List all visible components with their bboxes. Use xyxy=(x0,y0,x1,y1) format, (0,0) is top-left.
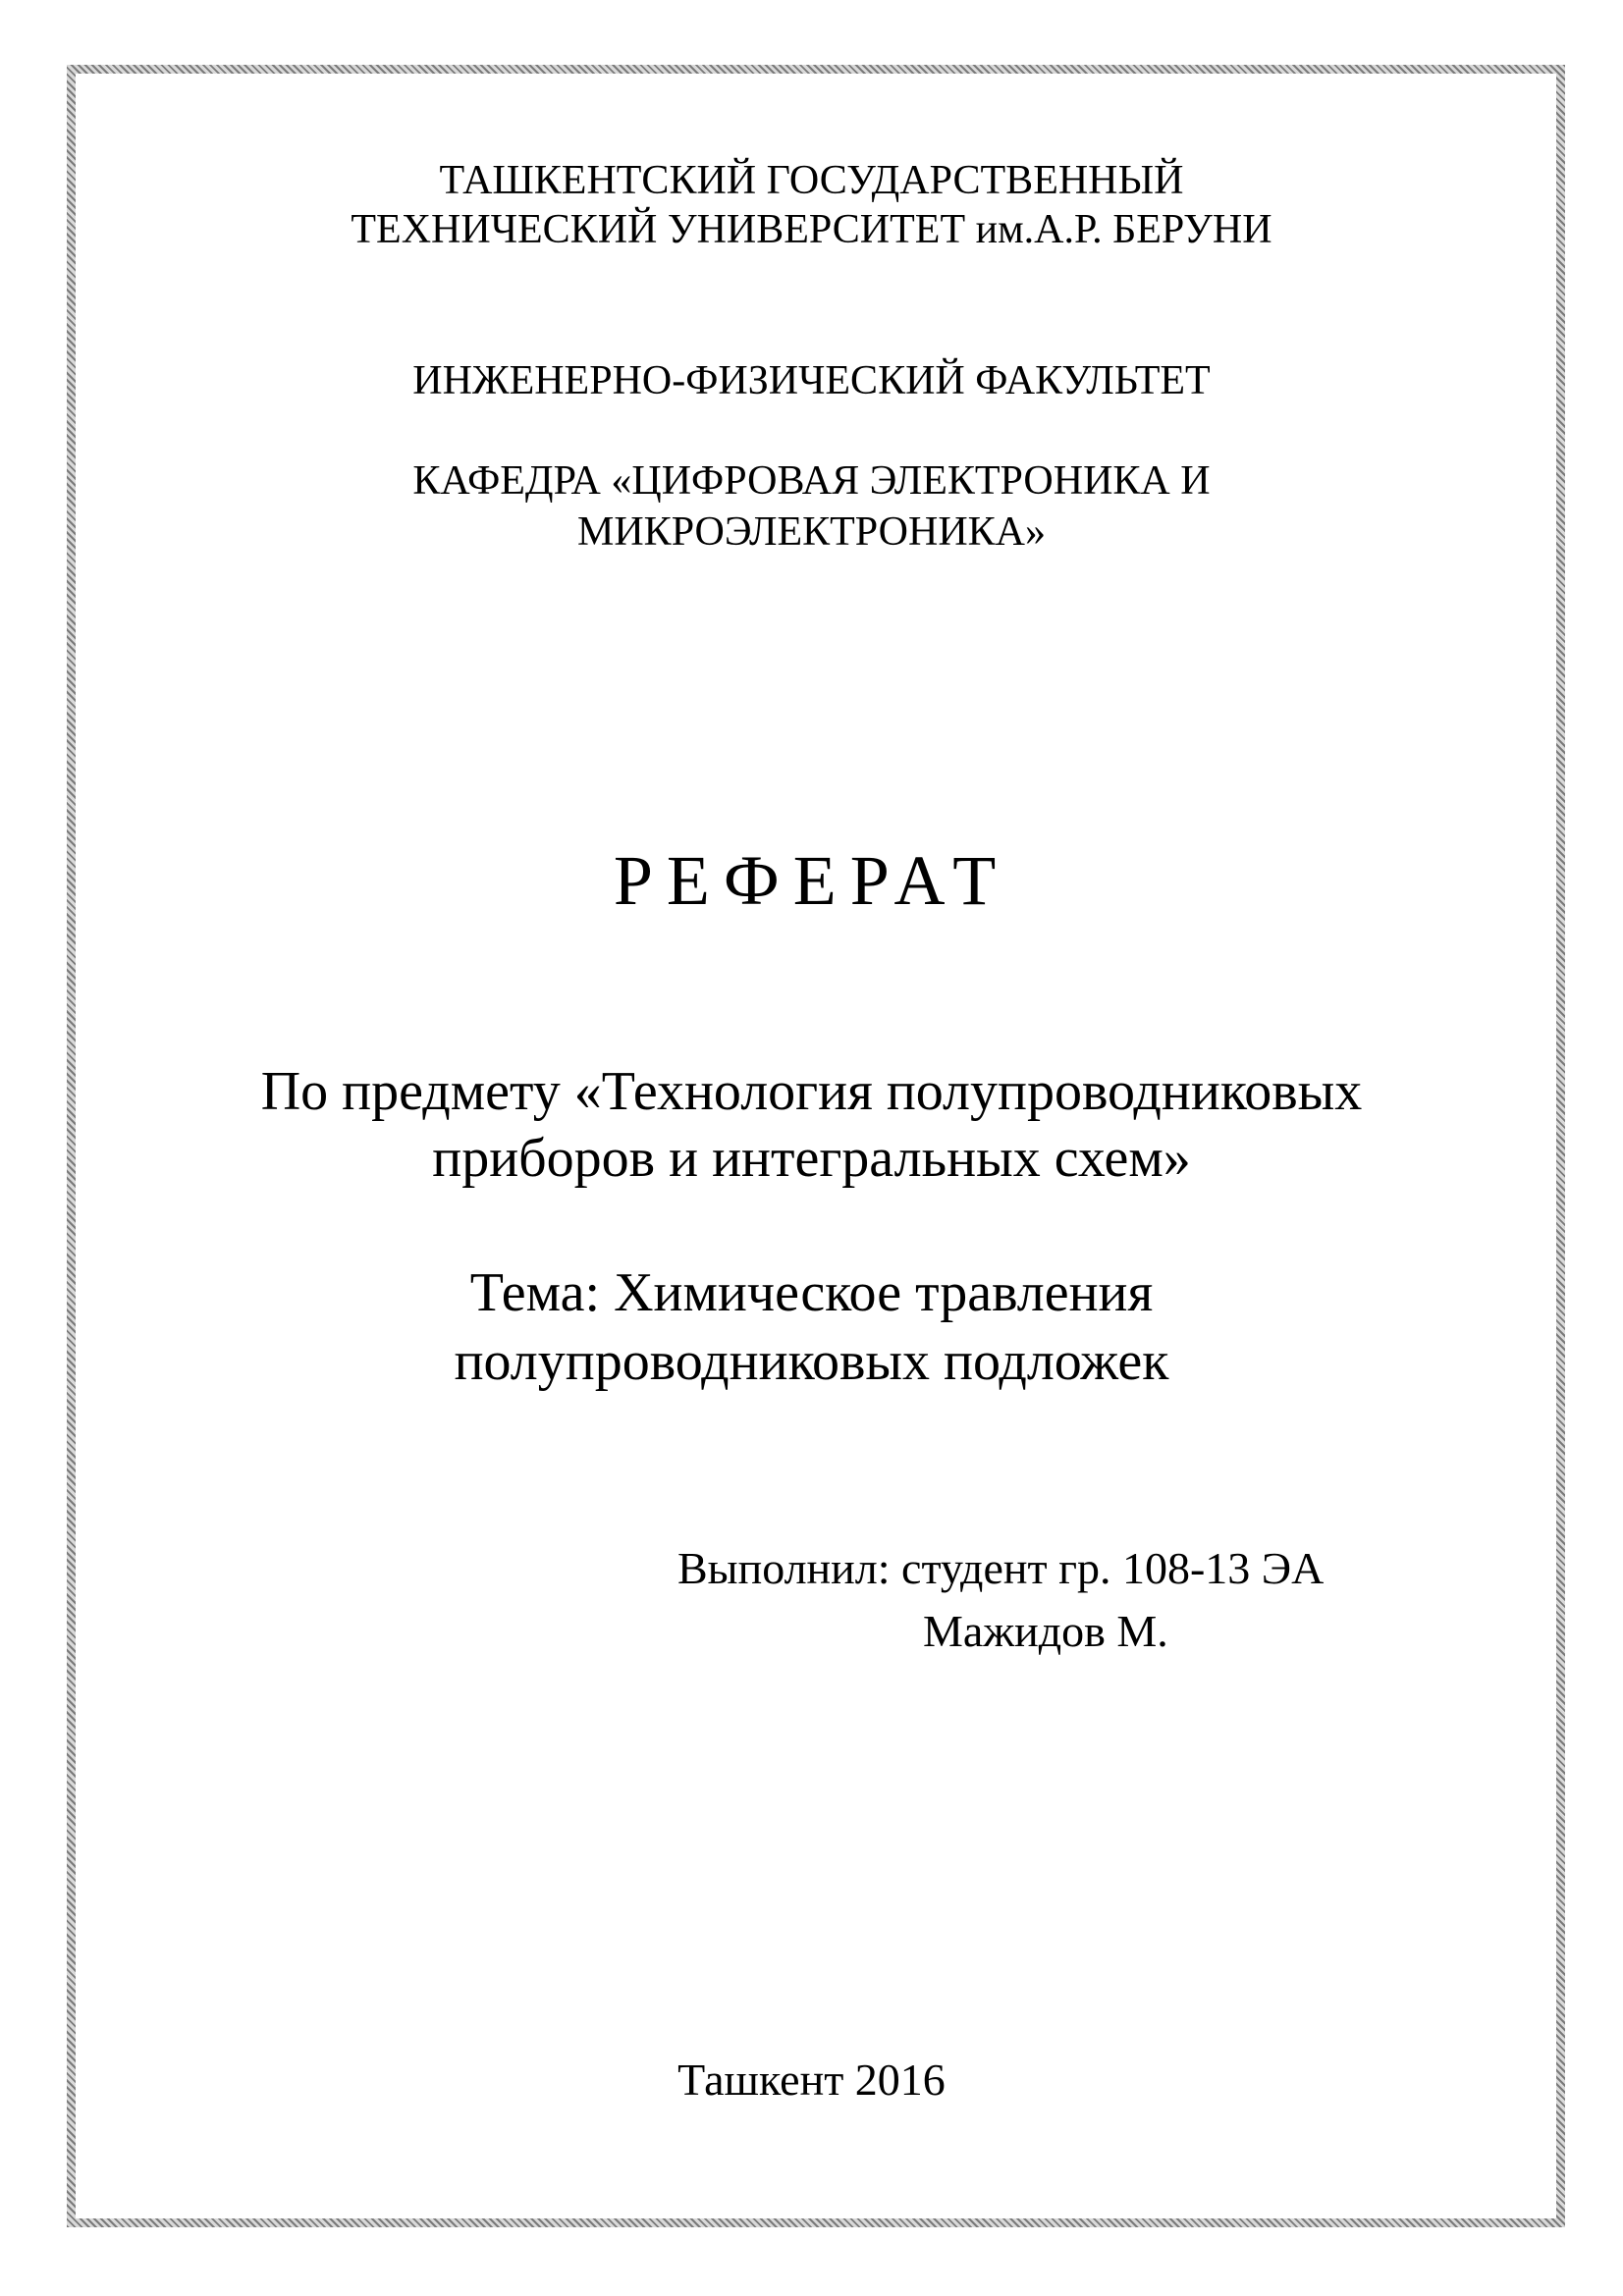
author-line1: Выполнил: студент гр. 108-13 ЭА xyxy=(677,1543,1325,1593)
topic-line1: Тема: Химическое травления xyxy=(469,1262,1154,1323)
subject-line1: По предмету «Технология полупроводниковых xyxy=(260,1061,1363,1122)
author-line2: Мажидов М. xyxy=(923,1606,1168,1656)
subject-line2: приборов и интегральных схем» xyxy=(432,1128,1191,1189)
department-name-line1: КАФЕДРА «ЦИФРОВАЯ ЭЛЕКТРОНИКА И xyxy=(412,458,1211,504)
topic-line2: полупроводниковых подложек xyxy=(454,1331,1169,1392)
university-name-line1: ТАШКЕНТСКИЙ ГОСУДАРСТВЕННЫЙ xyxy=(439,158,1184,203)
place-year: Ташкент 2016 xyxy=(677,2055,946,2105)
department-name-line2: МИКРОЭЛЕКТРОНИКА» xyxy=(577,509,1046,555)
faculty-name: ИНЖЕНЕРНО-ФИЗИЧЕСКИЙ ФАКУЛЬТЕТ xyxy=(412,358,1211,403)
university-name-line2: ТЕХНИЧЕСКИЙ УНИВЕРСИТЕТ им.А.Р. БЕРУНИ xyxy=(351,207,1272,252)
document-title: РЕФЕРАТ xyxy=(613,841,1010,920)
